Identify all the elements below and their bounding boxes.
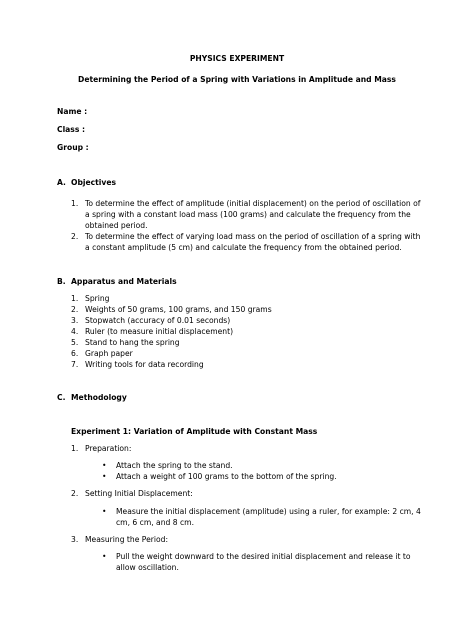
apparatus-item-number: 7.: [71, 360, 79, 369]
apparatus-item-number: 2.: [71, 305, 79, 314]
objective-1-line: a spring with a constant load mass (100 grams) and calculate the frequency from the: [85, 210, 411, 219]
objective-2-line: To determine the effect of varying load mass on the period of oscillation of a spring with: [85, 232, 421, 241]
section-a-heading: Objectives: [71, 178, 116, 187]
bullet-icon: •: [102, 507, 107, 516]
step-3-label: Measuring the Period:: [85, 535, 169, 544]
apparatus-item: Ruler (to measure initial displacement): [85, 327, 234, 336]
step-1-number: 1.: [71, 444, 79, 453]
apparatus-item: Graph paper: [85, 349, 133, 358]
step-1-bullet: Attach the spring to the stand.: [116, 461, 233, 470]
section-b-heading: Apparatus and Materials: [71, 277, 177, 286]
step-3-number: 3.: [71, 535, 79, 544]
apparatus-item-number: 3.: [71, 316, 79, 325]
step-1-label: Preparation:: [85, 444, 132, 453]
step-2-bullet-line: Measure the initial displacement (amplitude) using a ruler, for example: 2 cm, 4: [116, 507, 421, 516]
section-c-heading: Methodology: [71, 393, 127, 402]
step-3-bullet-line: allow oscillation.: [116, 563, 179, 572]
objective-1-line: To determine the effect of amplitude (initial displacement) on the period of oscillation of: [85, 199, 421, 208]
step-1-bullet: Attach a weight of 100 grams to the bottom of the spring.: [116, 472, 337, 481]
objective-2-number: 2.: [71, 232, 79, 241]
apparatus-item-number: 4.: [71, 327, 79, 336]
step-2-bullet-line: cm, 6 cm, and 8 cm.: [116, 518, 194, 527]
bullet-icon: •: [102, 472, 107, 481]
section-b-letter: B.: [57, 277, 66, 286]
step-2-number: 2.: [71, 489, 79, 498]
apparatus-item: Stopwatch (accuracy of 0.01 seconds): [85, 316, 231, 325]
section-a-letter: A.: [57, 178, 66, 187]
class-field-label: Class :: [57, 125, 86, 134]
section-c-letter: C.: [57, 393, 66, 402]
apparatus-item: Weights of 50 grams, 100 grams, and 150 grams: [85, 305, 272, 314]
apparatus-item: Stand to hang the spring: [85, 338, 180, 347]
group-field-label: Group :: [57, 143, 89, 152]
objective-1-line: obtained period.: [85, 221, 148, 230]
apparatus-item: Spring: [85, 294, 110, 303]
step-2-label: Setting Initial Displacement:: [85, 489, 193, 498]
apparatus-item-number: 1.: [71, 294, 79, 303]
objective-1-number: 1.: [71, 199, 79, 208]
apparatus-item-number: 5.: [71, 338, 79, 347]
document-title: PHYSICS EXPERIMENT: [189, 54, 285, 63]
objective-2-line: a constant amplitude (5 cm) and calculate the frequency from the obtained period.: [85, 243, 402, 252]
experiment-1-title: Experiment 1: Variation of Amplitude with Constant Mass: [71, 427, 318, 436]
apparatus-item: Writing tools for data recording: [85, 360, 204, 369]
name-field-label: Name :: [57, 107, 88, 116]
document-subtitle: Determining the Period of a Spring with Variations in Amplitude and Mass: [78, 75, 396, 84]
apparatus-item-number: 6.: [71, 349, 79, 358]
step-3-bullet-line: Pull the weight downward to the desired initial displacement and release it to: [116, 552, 411, 561]
bullet-icon: •: [102, 461, 107, 470]
bullet-icon: •: [102, 552, 107, 561]
